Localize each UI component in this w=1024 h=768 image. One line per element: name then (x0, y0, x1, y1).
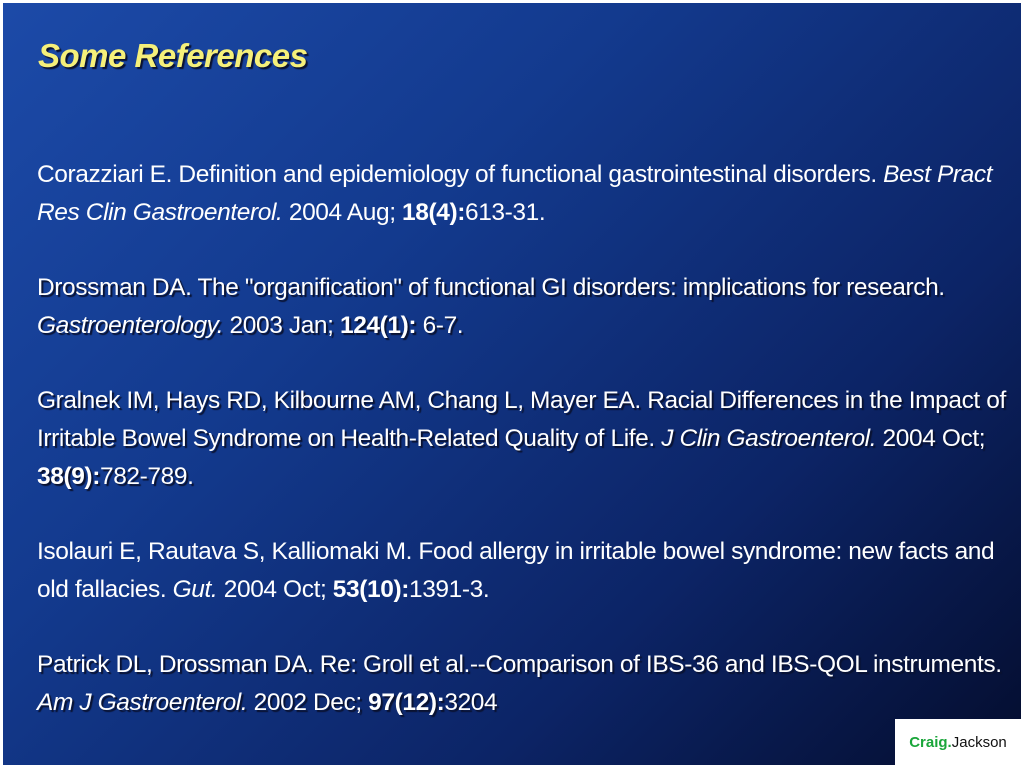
reference-item (37, 646, 1017, 722)
reference-volume: 38(9): (37, 463, 100, 490)
reference-date: 2004 Oct; (876, 425, 986, 452)
reference-pages: 1391-3. (408, 576, 490, 603)
reference-pages: 6-7. (416, 312, 464, 339)
reference-text: Gralnek IM, Hays RD, Kilbourne AM, Chang L, Mayer EA. Racial Differences in the Impact of Irritable Bowel Syndrome on Health-Related Quality of Life. (37, 387, 1006, 452)
reference-volume: 97(12): (368, 689, 445, 716)
reference-date: 2004 Oct; (217, 576, 333, 603)
reference-pages: 3204 (444, 689, 498, 716)
reference-item (37, 156, 1017, 232)
reference-text: Corazziari E. Definition and epidemiology of functional gastrointestinal disorders. (37, 161, 884, 188)
reference-volume: 124(1): (339, 312, 417, 339)
reference-text: Drossman DA. The "organification" of functional GI disorders: implications for research. (37, 274, 945, 301)
reference-text: Isolauri E, Rautava S, Kalliomaki M. Food allergy in irritable bowel syndrome: new facts and old fallacies. (37, 538, 995, 603)
reference-date: 2003 Jan; (223, 312, 340, 339)
reference-volume: 53(10): (332, 576, 409, 603)
reference-journal: Best Pract Res Clin Gastroenterol. (37, 161, 993, 226)
reference-item (37, 269, 1017, 345)
reference-text: Patrick DL, Drossman DA. Re: Groll et al.--Comparison of IBS-36 and IBS-QOL instruments. (37, 651, 1002, 678)
reference-journal: Am J Gastroenterol. (37, 689, 248, 716)
reference-date: 2002 Dec; (247, 689, 369, 716)
reference-item (37, 533, 1017, 609)
reference-item (37, 382, 1017, 496)
reference-date: 2004 Aug; (282, 199, 403, 226)
reference-pages: 782-789. (99, 463, 194, 490)
slide (3, 3, 1021, 765)
logo-part-jackson: Jackson (951, 733, 1007, 751)
reference-list (37, 156, 1017, 759)
reference-pages: 613-31. (464, 199, 546, 226)
craig-jackson-logo (895, 719, 1021, 765)
reference-volume: 18(4): (402, 199, 465, 226)
reference-journal: J Clin Gastroenterol. (661, 425, 877, 452)
slide-title: Some References (38, 37, 308, 74)
reference-journal: Gastroenterology. (37, 312, 224, 339)
reference-journal: Gut. (172, 576, 218, 603)
logo-part-craig: Craig. (909, 733, 952, 751)
